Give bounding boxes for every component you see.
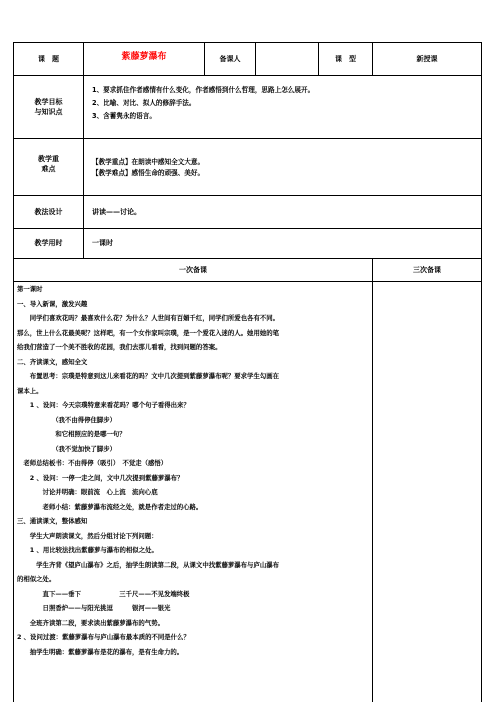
- lesson-title: 紫藤萝瀑布: [121, 52, 167, 62]
- lesson-line: （我不觉加快了脚步）: [17, 444, 117, 453]
- lesson-line: 第一课时: [17, 285, 43, 293]
- lesson-line: 同学们喜欢花吗？最喜欢什么花？为什么？人世间有百媚千红，同学们所爱也各有不同。: [17, 314, 280, 322]
- goal-item-3: 3、含蓄隽永的语言。: [92, 112, 156, 120]
- lesson-line: 日照香炉——与阳光挑逗 银河——银光: [17, 604, 171, 612]
- table-rule: [13, 138, 482, 139]
- lesson-line: 老师小结：紫藤萝瀑布流经之处，就是作者走过的心路。: [17, 502, 203, 511]
- lesson-line: 抽学生明确：紫藤萝瀑布是花的瀑布，是有生命力的。: [17, 647, 184, 656]
- goals-label-line2: 与知识点: [34, 108, 63, 116]
- lesson-line: 1 、用比较法找出紫藤萝与瀑布的相似之处。: [17, 546, 158, 554]
- key-list: [92, 157, 477, 179]
- lesson-line: 三、通读课文，整体感知: [17, 517, 88, 525]
- lesson-line: 一、导入新课，激发兴趣: [17, 299, 88, 308]
- key-label-line2: 难点: [41, 165, 56, 173]
- lesson-line: 课本上。: [17, 386, 43, 395]
- key-label: [14, 154, 83, 174]
- first-prep-header: 一次备课: [179, 266, 207, 274]
- table-rule: [13, 42, 482, 43]
- teacher-label: 备课人: [219, 55, 241, 63]
- lesson-line: 二、齐读课文，感知全文: [17, 357, 88, 366]
- lesson-line: 那么，世上什么花最美呢？这样吧，有一个女作家叫宗璞，是一个爱花入迷的人。她用她的笔: [17, 328, 280, 337]
- lesson-line: 直下——垂下 三千尺——不见发端终极: [17, 589, 190, 598]
- lesson-line: 老师总结板书：不由得停（吸引） 不觉走（感悟）: [17, 459, 168, 467]
- type-value: 新授课: [416, 55, 438, 63]
- lesson-line: 布置思考：宗璞是特意到这儿来看花的吗？文中几次提到紫藤萝瀑布呢？要求学生勾画在: [17, 372, 280, 380]
- type-label: 课 型: [335, 55, 356, 63]
- lesson-line: （我不由得停住脚步）: [17, 415, 117, 424]
- lesson-line: 的相似之处。: [17, 575, 56, 583]
- table-divider: [372, 258, 373, 702]
- lesson-line: 全班齐读第二段，要求读出紫藤萝瀑布的气势。: [17, 618, 164, 627]
- goals-label-line1: 教学目标: [34, 98, 63, 106]
- lesson-line: 1 、设问：今天宗璞特意来看花吗？哪个句子看得出来？: [17, 401, 190, 409]
- lesson-line: 和它相照应的是哪一句？: [17, 430, 126, 438]
- table-rule: [13, 281, 482, 282]
- method-label: 教法设计: [34, 208, 63, 216]
- table-divider: [255, 42, 256, 75]
- lesson-line: 学生大声朗读课文，然后分组讨论下列问题：: [17, 531, 158, 540]
- lesson-line: 给我们营造了一个美不胜收的花园，我们去那儿看看，找到问题的答案。: [17, 343, 222, 351]
- topic-label: 课 题: [38, 55, 59, 63]
- key-item-2: 【教学难点】感悟生命的顽强、美好。: [92, 169, 205, 177]
- table-rule: [13, 195, 482, 196]
- table-rule: [13, 75, 482, 76]
- table-border-right: [481, 42, 482, 702]
- third-prep-header: 三次备课: [413, 266, 441, 274]
- hours-label: 教学用时: [34, 239, 63, 247]
- hours-value: 一课时: [92, 239, 113, 247]
- table-border-left: [13, 42, 14, 702]
- goals-label: [14, 97, 83, 117]
- lesson-line: 2 、设问：一停一走之间，文中几次提到紫藤萝瀑布？: [17, 473, 184, 482]
- key-item-1: 【教学重点】在朗读中感知全文大意。: [92, 158, 205, 166]
- lesson-line: 2 、设问过渡：紫藤萝瀑布与庐山瀑布最本质的不同是什么？: [17, 633, 190, 641]
- goal-item-1: 1、要求抓住作者感情有什么变化，作者感悟到什么哲理，思路上怎么展开。: [92, 86, 315, 94]
- table-rule: [13, 258, 482, 259]
- goal-item-2: 2、比喻、对比、拟人的修辞手法。: [92, 99, 196, 107]
- lesson-line: 讨论并明确：眼前流 心上流 流向心底: [17, 488, 158, 496]
- table-rule: [13, 228, 482, 229]
- method-value: 讲读——讨论。: [92, 208, 141, 216]
- lesson-line: 学生齐背《望庐山瀑布》之后，抽学生朗读第二段，从课文中找紫藤萝瀑布与庐山瀑布: [17, 560, 280, 569]
- key-label-line1: 教学重: [38, 155, 59, 163]
- goals-list: [92, 84, 477, 123]
